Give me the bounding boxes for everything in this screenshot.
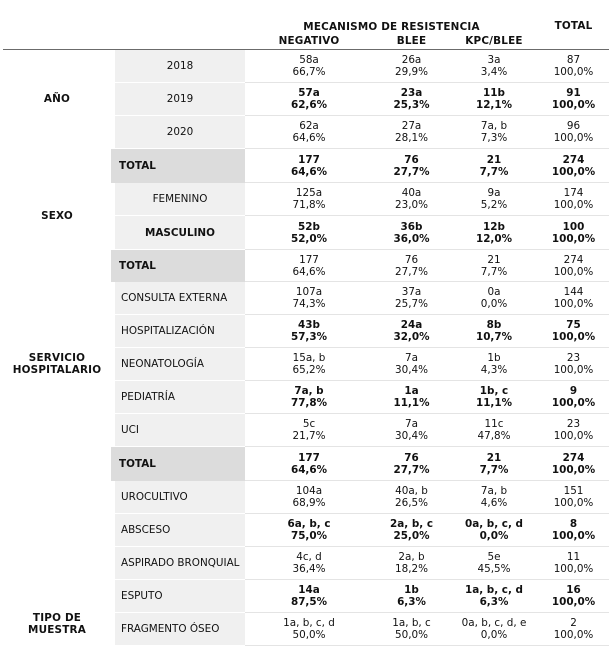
row-label: UROCULTIVO xyxy=(115,481,245,514)
cell-kpc: 1b 4,3% xyxy=(450,348,538,381)
cell-negativo: 7a, b 77,8% xyxy=(245,381,373,414)
cell-blee: 1a, b, c 50,0% xyxy=(373,613,450,646)
cell-total: 274 100,0% xyxy=(538,447,609,481)
cell-kpc: 1b, c 11,1% xyxy=(450,381,538,414)
total-row xyxy=(3,149,609,183)
cell-total: 174 100,0% xyxy=(538,183,609,216)
cell-blee: 2a, b, c 25,0% xyxy=(373,514,450,547)
cell-kpc: 3a 3,4% xyxy=(450,50,538,83)
cell-blee: 37a 25,7% xyxy=(373,282,450,315)
cell-blee: 2a, b 18,2% xyxy=(373,547,450,580)
cell-kpc: 0a, b, c, d 0,0% xyxy=(450,514,538,547)
header-negativo: NEGATIVO xyxy=(245,33,373,50)
header-blee: BLEE xyxy=(373,33,450,50)
cell-total: 8 100,0% xyxy=(538,514,609,547)
cell-negativo: 58a 66,7% xyxy=(245,50,373,83)
cell-negativo: 43b 57,3% xyxy=(245,315,373,348)
cell-blee: 1a 11,1% xyxy=(373,381,450,414)
cell-kpc: 7a, b 7,3% xyxy=(450,116,538,149)
row-label: PEDIATRÍA xyxy=(115,381,245,414)
cell-negativo: 125a 71,8% xyxy=(245,183,373,216)
row-label: MASCULINO xyxy=(115,216,245,250)
cell-kpc: 8b 10,7% xyxy=(450,315,538,348)
cell-total: 9 100,0% xyxy=(538,381,609,414)
cell-blee: 1b 6,3% xyxy=(373,580,450,613)
cell-kpc: 7a, b 4,6% xyxy=(450,481,538,514)
total-label: TOTAL xyxy=(111,447,245,481)
cell-blee: 36b 36,0% xyxy=(373,216,450,250)
cell-blee: 76 27,7% xyxy=(373,250,450,282)
cell-blee: 7a 30,4% xyxy=(373,348,450,381)
cell-total: 11 100,0% xyxy=(538,547,609,580)
cell-total: 2 100,0% xyxy=(538,613,609,646)
cell-blee: 24a 32,0% xyxy=(373,315,450,348)
category-tipo-de-muestra: TIPO DE MUESTRA xyxy=(3,481,111,646)
cell-negativo: 4c, d 36,4% xyxy=(245,547,373,580)
row-label: UCI xyxy=(115,414,245,447)
row-label: 2019 xyxy=(115,83,245,116)
cell-negativo: 57a 62,6% xyxy=(245,83,373,116)
row-label: NEONATOLOGÍA xyxy=(115,348,245,381)
cell-blee: 40a 23,0% xyxy=(373,183,450,216)
total-label: TOTAL xyxy=(111,250,245,282)
cell-blee: 26a 29,9% xyxy=(373,50,450,83)
resistance-table xyxy=(3,3,609,646)
cell-kpc: 21 7,7% xyxy=(450,250,538,282)
cell-blee: 23a 25,3% xyxy=(373,83,450,116)
row-label: 2018 xyxy=(115,50,245,83)
header-total: TOTAL xyxy=(538,3,609,50)
category-servicio-hospitalario: SERVICIO HOSPITALARIO xyxy=(3,282,111,447)
cell-total: 75 100,0% xyxy=(538,315,609,348)
row-label: ABSCESO xyxy=(115,514,245,547)
cell-blee: 40a, b 26,5% xyxy=(373,481,450,514)
table-row xyxy=(3,282,609,315)
cell-total: 100 100,0% xyxy=(538,216,609,250)
cell-kpc: 11b 12,1% xyxy=(450,83,538,116)
cell-negativo: 5c 21,7% xyxy=(245,414,373,447)
category-anio: AÑO xyxy=(3,50,111,149)
cell-negativo: 62a 64,6% xyxy=(245,116,373,149)
total-row xyxy=(3,250,609,282)
cell-kpc: 21 7,7% xyxy=(450,149,538,183)
cell-negativo: 107a 74,3% xyxy=(245,282,373,315)
cell-kpc: 0a, b, c, d, e 0,0% xyxy=(450,613,538,646)
cell-negativo: 177 64,6% xyxy=(245,447,373,481)
cell-total: 96 100,0% xyxy=(538,116,609,149)
cell-total: 274 100,0% xyxy=(538,149,609,183)
cell-negativo: 6a, b, c 75,0% xyxy=(245,514,373,547)
total-label: TOTAL xyxy=(111,149,245,183)
cell-total: 16 100,0% xyxy=(538,580,609,613)
cell-total: 87 100,0% xyxy=(538,50,609,83)
cell-total: 144 100,0% xyxy=(538,282,609,315)
cell-negativo: 15a, b 65,2% xyxy=(245,348,373,381)
cell-kpc: 5e 45,5% xyxy=(450,547,538,580)
cell-negativo: 52b 52,0% xyxy=(245,216,373,250)
cell-total: 274 100,0% xyxy=(538,250,609,282)
cell-blee: 7a 30,4% xyxy=(373,414,450,447)
cell-total: 23 100,0% xyxy=(538,414,609,447)
header-group-mecanismo: MECANISMO DE RESISTENCIA xyxy=(245,3,538,33)
cell-negativo: 1a, b, c, d 50,0% xyxy=(245,613,373,646)
cell-kpc: 9a 5,2% xyxy=(450,183,538,216)
row-label: HOSPITALIZACIÓN xyxy=(115,315,245,348)
cell-negativo: 104a 68,9% xyxy=(245,481,373,514)
table-row xyxy=(3,50,609,83)
cell-blee: 76 27,7% xyxy=(373,149,450,183)
cell-negativo: 177 64,6% xyxy=(245,149,373,183)
table-row xyxy=(3,183,609,216)
cell-kpc: 12b 12,0% xyxy=(450,216,538,250)
cell-blee: 76 27,7% xyxy=(373,447,450,481)
cell-kpc: 1a, b, c, d 6,3% xyxy=(450,580,538,613)
cell-negativo: 14a 87,5% xyxy=(245,580,373,613)
table-row xyxy=(3,481,609,514)
row-label: ESPUTO xyxy=(115,580,245,613)
category-sexo: SEXO xyxy=(3,183,111,250)
row-label: CONSULTA EXTERNA xyxy=(115,282,245,315)
cell-total: 91 100,0% xyxy=(538,83,609,116)
total-row xyxy=(3,447,609,481)
row-label: ASPIRADO BRONQUIAL xyxy=(115,547,245,580)
cell-kpc: 21 7,7% xyxy=(450,447,538,481)
cell-kpc: 11c 47,8% xyxy=(450,414,538,447)
cell-total: 151 100,0% xyxy=(538,481,609,514)
row-label: 2020 xyxy=(115,116,245,149)
cell-total: 23 100,0% xyxy=(538,348,609,381)
row-label: FRAGMENTO ÓSEO xyxy=(115,613,245,646)
row-label: FEMENINO xyxy=(115,183,245,216)
cell-negativo: 177 64,6% xyxy=(245,250,373,282)
cell-kpc: 0a 0,0% xyxy=(450,282,538,315)
cell-blee: 27a 28,1% xyxy=(373,116,450,149)
header-kpc-blee: KPC/BLEE xyxy=(450,33,538,50)
